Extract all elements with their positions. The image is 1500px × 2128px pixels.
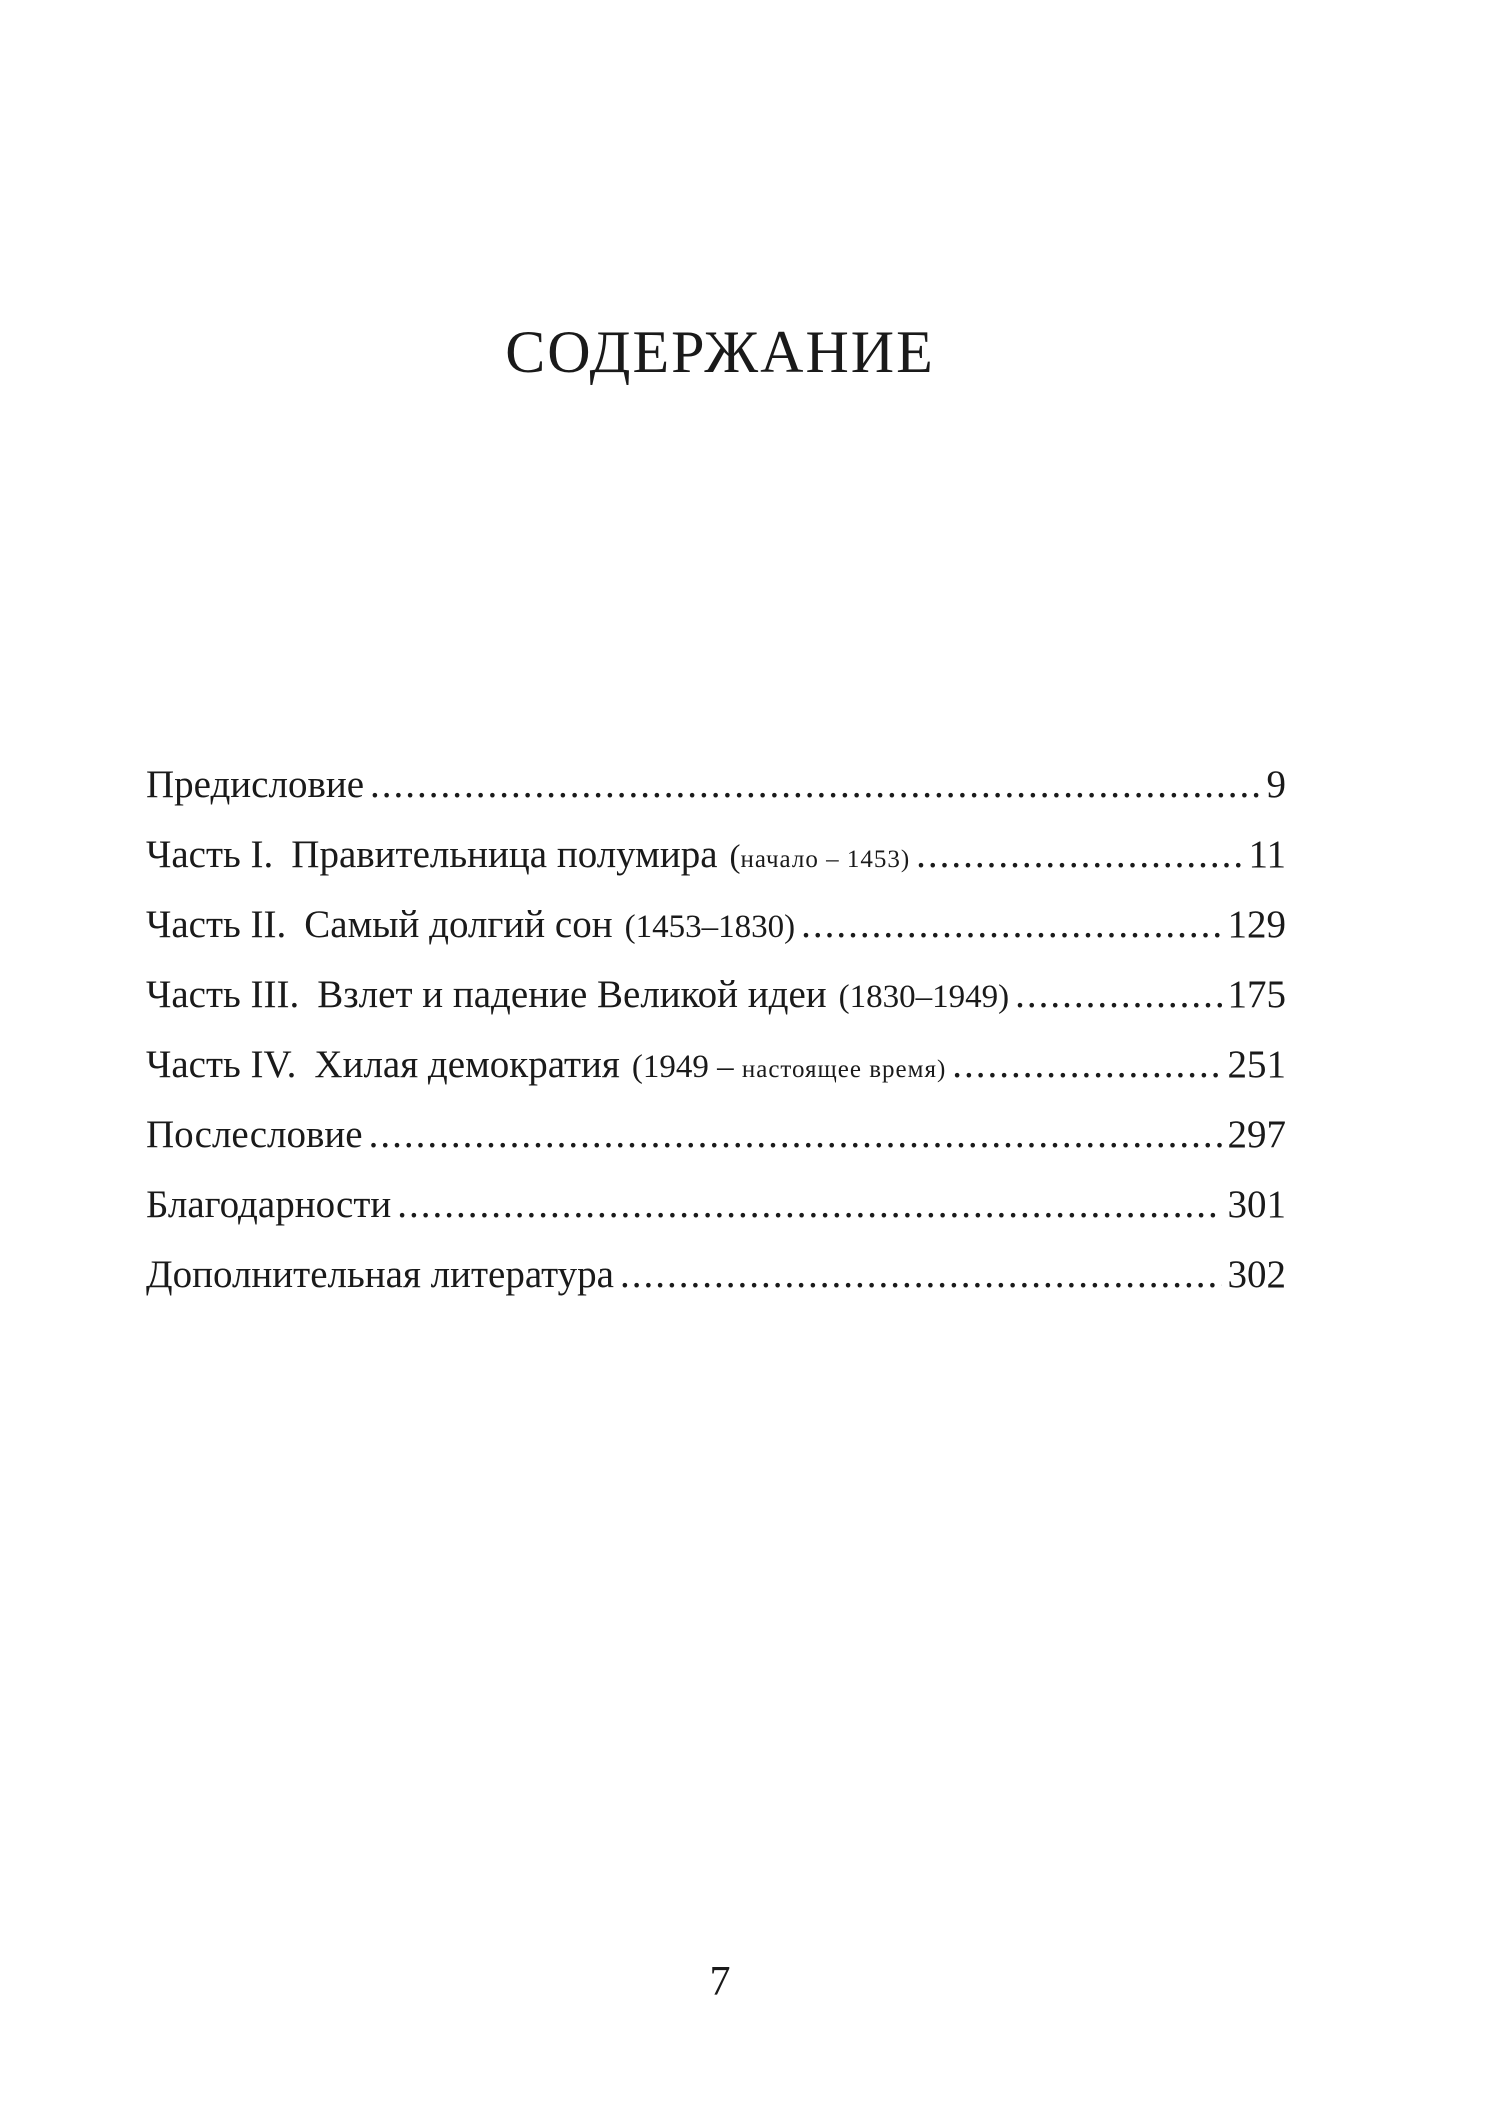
toc-entry-page: 297 [1227,1113,1286,1156]
toc-entry-years [730,839,911,876]
toc-entry-page: 175 [1227,973,1286,1016]
toc-entry-title: Взлет и падение Великой идеи [317,973,827,1016]
toc-entry-title: Самый долгий сон [304,903,613,946]
dot-leader [620,1252,1222,1297]
dot-leader [952,1042,1221,1087]
toc-entry-years-smallcaps: начало – 1453) [740,846,911,873]
dot-leader [916,832,1242,877]
dot-leader [370,762,1260,807]
page-title: СОДЕРЖАНИЕ [505,319,935,385]
toc-entry-page: 251 [1227,1043,1286,1086]
table-of-contents [146,762,1286,1322]
toc-entry-part: Часть IV. [146,1043,297,1086]
toc-entry-afterword[interactable] [146,1112,1286,1182]
toc-entry-title: Предисловие [146,763,365,806]
toc-entry-title: Благодарности [146,1183,392,1226]
toc-entry-years [625,909,795,946]
toc-entry-years-text: ( [729,839,741,875]
page-number: 7 [709,1959,731,2005]
toc-entry-title: Дополнительная литература [146,1253,614,1296]
toc-entry-years-text: (1830–1949) [838,979,1010,1015]
dot-leader [397,1182,1221,1227]
toc-entry-title: Правительница полумира [291,833,718,876]
toc-entry-part-4[interactable] [146,1042,1286,1112]
toc-entry-part: Часть III. [146,973,300,1016]
toc-entry-part-3[interactable] [146,972,1286,1042]
toc-entry-title: Послесловие [146,1113,363,1156]
toc-entry-part-1[interactable] [146,832,1286,902]
toc-entry-page: 301 [1227,1183,1286,1226]
toc-entry-years-text: (1949 – [631,1049,742,1085]
dot-leader [1015,972,1221,1017]
toc-entry-years [632,1049,946,1086]
toc-entry-further-reading[interactable] [146,1252,1286,1322]
toc-entry-page: 302 [1227,1253,1286,1296]
toc-entry-page: 129 [1227,903,1286,946]
toc-entry-part: Часть II. [146,903,287,946]
toc-entry-part: Часть I. [146,833,274,876]
dot-leader [369,1112,1222,1157]
toc-entry-page: 9 [1266,763,1286,806]
toc-entry-part-2[interactable] [146,902,1286,972]
toc-entry-title: Хилая демократия [314,1043,620,1086]
toc-entry-preface[interactable] [146,762,1286,832]
toc-entry-years-smallcaps: настоящее время) [741,1056,947,1083]
toc-entry-page: 11 [1248,833,1286,876]
toc-entry-years [839,979,1009,1016]
toc-entry-acknowledgements[interactable] [146,1182,1286,1252]
toc-entry-years-text: (1453–1830) [624,909,796,945]
dot-leader [801,902,1221,947]
